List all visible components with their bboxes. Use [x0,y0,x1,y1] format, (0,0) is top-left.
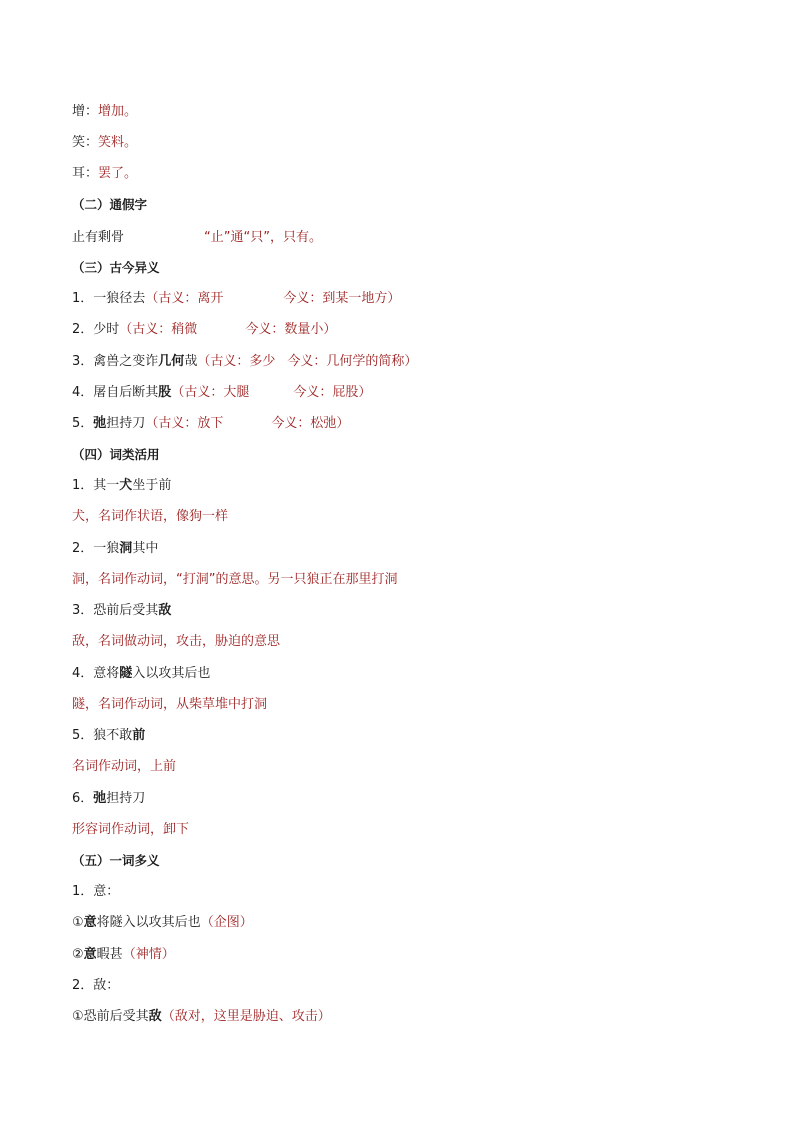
item-number: 3． [72,354,94,369]
guji-item [72,383,371,403]
item-keyword: 洞 [119,541,133,556]
polysemy-item [72,945,175,965]
item-number: 4． [72,666,94,681]
item-text: 禽兽之变诈 [93,354,159,369]
item-keyword: 股 [158,385,172,400]
item-text: 恐前后受其 [93,603,159,618]
vocab-meaning: 罢了。 [98,166,138,181]
item-text: 暇甚 [96,947,123,962]
item-keyword: 犬 [119,478,133,493]
item-text: 其一 [93,478,120,493]
vocab-line [72,164,137,184]
ancient-meaning: （古义：多少 [197,354,276,369]
guji-item [72,352,417,372]
circle-number: ② [72,947,84,962]
huoyong-note: 敌，名词做动词，攻击，胁迫的意思 [72,634,281,649]
huoyong-note: 洞，名词作动词，“打洞”的意思。另一只狼正在那里打洞 [72,572,398,587]
tongjia-line [72,228,322,248]
item-number: 5． [72,416,94,431]
ancient-meaning: （古义：大腿 [171,385,250,400]
huoyong-note: 犬，名词作状语，像狗一样 [72,509,229,524]
ancient-meaning: （古义：离开 [145,291,224,306]
polysemy-item [72,913,253,933]
huoyong-item [72,664,210,684]
item-text: 入以攻其后也 [132,666,211,681]
item-text: 哉 [184,354,198,369]
modern-meaning: 今义：几何学的简称） [287,354,418,369]
item-text: 一狼 [93,541,120,556]
polysemy-label: 2．敌： [72,978,120,993]
circle-number: ① [72,1009,84,1024]
item-text: 担持刀 [106,791,146,806]
vocab-word: 笑： [72,135,99,150]
guji-item [72,289,400,309]
vocab-meaning: 增加。 [98,104,138,119]
polysemy-label: 1．意： [72,884,120,899]
item-number: 1． [72,478,94,493]
item-meaning: （企图） [200,915,253,930]
vocab-meaning: 笑料。 [98,135,138,150]
item-text: 屠自后断其 [93,385,159,400]
section-heading: （四）词类活用 [72,447,160,462]
huoyong-note: 名词作动词，上前 [72,759,177,774]
tongjia-sentence: 止有剩骨 [72,230,125,245]
vocab-word: 增： [72,104,99,119]
item-text: 其中 [132,541,159,556]
item-number: 2． [72,541,94,556]
vocab-line [72,102,137,122]
item-text: 恐前后受其 [83,1009,149,1024]
item-number: 4． [72,385,94,400]
item-number: 3． [72,603,94,618]
item-keyword: 意 [83,915,97,930]
item-number: 6． [72,791,94,806]
huoyong-note: 形容词作动词，卸下 [72,822,190,837]
item-keyword: 少时 [93,322,120,337]
item-number: 1． [72,291,94,306]
item-text: 担持刀 [106,416,146,431]
huoyong-item [72,726,145,746]
item-keyword: 意 [83,947,97,962]
item-meaning: （敌对，这里是胁迫、攻击） [161,1009,331,1024]
item-text: 一狼 [93,291,120,306]
section-heading: （二）通假字 [72,197,148,212]
item-keyword: 弛 [93,416,107,431]
huoyong-item [72,539,158,559]
item-meaning: （神情） [122,947,175,962]
item-keyword: 敌 [148,1009,162,1024]
circle-number: ① [72,915,84,930]
huoyong-item [72,476,171,496]
section-heading: （三）古今异义 [72,260,160,275]
item-keyword: 几何 [158,354,185,369]
huoyong-item [72,789,145,809]
item-keyword: 敌 [158,603,172,618]
huoyong-note: 隧，名词作动词，从柴草堆中打洞 [72,697,268,712]
guji-item [72,414,349,434]
polysemy-item [72,1007,331,1027]
section-heading: （五）一词多义 [72,853,160,868]
item-text: 狼不敢 [93,728,133,743]
ancient-meaning: （古义：放下 [145,416,224,431]
tongjia-note: “止”通“只”，只有。 [204,230,322,245]
item-number: 2． [72,322,94,337]
modern-meaning: 今义：数量小） [245,322,337,337]
item-text: 意将 [93,666,120,681]
item-text: 将隧入以攻其后也 [96,915,201,930]
item-keyword: 径去 [119,291,146,306]
modern-meaning: 今义：屁股） [293,385,372,400]
ancient-meaning: （古义：稍微 [119,322,198,337]
modern-meaning: 今义：松弛） [271,416,350,431]
item-keyword: 弛 [93,791,107,806]
item-keyword: 前 [132,728,146,743]
item-number: 5． [72,728,94,743]
vocab-line [72,133,137,153]
item-text: 坐于前 [132,478,172,493]
guji-item [72,320,336,340]
huoyong-item [72,601,171,621]
vocab-word: 耳： [72,166,99,181]
modern-meaning: 今义：到某一地方） [283,291,401,306]
item-keyword: 隧 [119,666,133,681]
